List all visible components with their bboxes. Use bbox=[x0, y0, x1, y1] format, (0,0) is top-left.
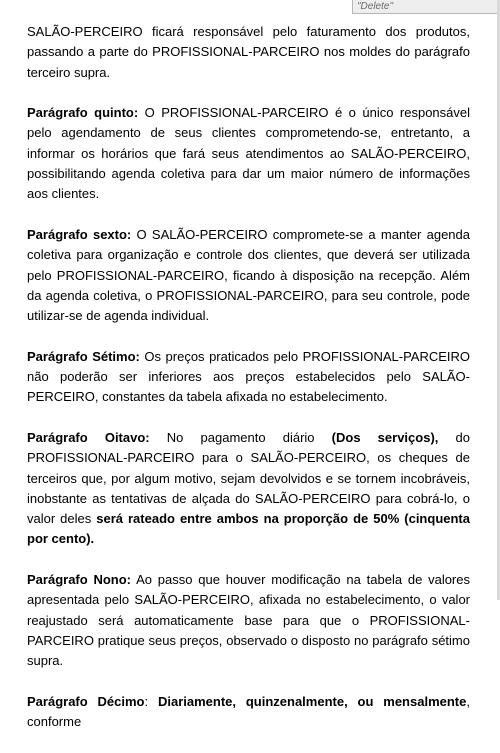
paragraph-continuation bbox=[27, 22, 470, 83]
paragraph-heading: Parágrafo sexto: bbox=[27, 226, 132, 242]
paragraph-sexto bbox=[27, 225, 470, 326]
paragraph-heading: Parágrafo Nono: bbox=[27, 572, 132, 588]
paragraph-text: Os preços praticados pelo PROFISSIONAL-PARCEIRO não poderão ser inferiores aos preços estabelecidos pelo SALÃO-PERCEIRO, constantes da tabela afixada no estabelecimento. bbox=[27, 348, 470, 405]
paragraph-heading: Parágrafo Décimo bbox=[27, 693, 145, 709]
paragraph-text: Ao passo que houver modificação na tabela de valores apresentada pelo SALÃO-PERCEIRO, afixada no estabelecimento, o valor reajustado será automaticamente base para que o PROFISSIONAL-PARCEIRO pratique seus preços, observado o disposto no parágrafo sétimo supra. bbox=[27, 572, 470, 669]
paragraph-oitavo bbox=[27, 428, 470, 550]
paragraph-text: SALÃO-PERCEIRO ficará responsável pelo faturamento dos produtos, passando a parte do PROFISSIONAL-PARCEIRO nos moldes do parágrafo terceiro supra. bbox=[27, 24, 470, 80]
paragraph-nono bbox=[27, 570, 470, 671]
document-body bbox=[27, 22, 470, 753]
paragraph-decimo bbox=[27, 692, 470, 733]
paragraph-text: No pagamento diário bbox=[149, 429, 332, 445]
comment-label: "Delete" bbox=[357, 1, 394, 12]
paragraph-bold-text: (Dos serviços), bbox=[331, 429, 439, 445]
paragraph-text: O SALÃO-PERCEIRO compromete-se a manter agenda coletiva para organização e controle dos clientes, que deverá ser utilizada pelo PROFISSIONAL-PARCEIRO, ficando à disposição na recepção. Além da agenda coletiva, o PROFISSIONAL-PARCEIRO, para seu controle, pode utilizar-se de agenda individual. bbox=[27, 226, 471, 324]
paragraph-heading: Parágrafo quinto: bbox=[27, 105, 139, 121]
paragraph-text: , conforme bbox=[27, 693, 470, 730]
paragraph-text: O PROFISSIONAL-PARCEIRO é o único responsável pelo agendamento de seus clientes comprometendo-se, entretanto, a informar os horários que fará seus atendimentos ao SALÃO-PERCEIRO, possibilitando agenda coletiva para dar um maior número de informações aos clientes. bbox=[27, 105, 470, 202]
paragraph-setimo bbox=[27, 347, 470, 408]
paragraph-heading: Parágrafo Sétimo: bbox=[27, 348, 140, 364]
paragraph-text: : bbox=[144, 693, 158, 709]
comment-balloon[interactable] bbox=[352, 0, 500, 14]
paragraph-bold-text: Diariamente, quinzenalmente, ou mensalmente bbox=[157, 693, 467, 709]
paragraph-bold-text: será rateado entre ambos na proporção de 50% (cinquenta por cento). bbox=[27, 511, 470, 547]
paragraph-heading: Parágrafo Oitavo: bbox=[27, 429, 150, 445]
paragraph-text: do PROFISSIONAL-PARCEIRO para o SALÃO-PERCEIRO, os cheques de terceiros que, por algum motivo, sejam devolvidos e se tornem incobráveis, inobstante as tentativas de alçada do SALÃO-PERCEIRO para cobrá-lo, o valor deles bbox=[27, 429, 470, 527]
paragraph-quinto bbox=[27, 103, 470, 204]
